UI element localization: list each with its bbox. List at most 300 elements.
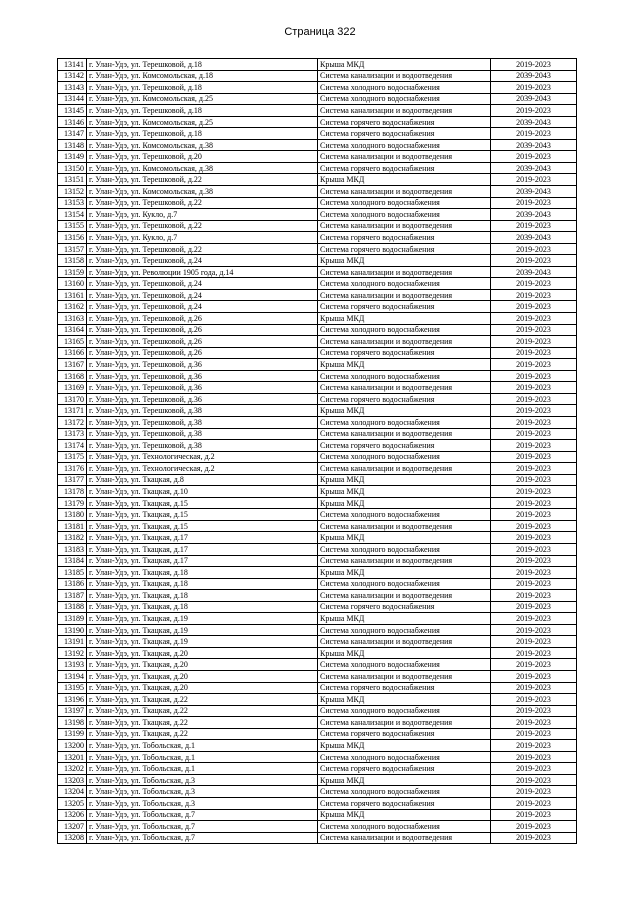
table-row (58, 463, 577, 475)
row-number-cell: 13186 (58, 578, 87, 590)
work-type-cell: Система горячего водоснабжения (318, 393, 491, 405)
work-type-cell: Система горячего водоснабжения (318, 440, 491, 452)
period-cell: 2019-2023 (491, 59, 577, 71)
table-row (58, 555, 577, 567)
table-row (58, 486, 577, 498)
table-row (58, 428, 577, 440)
work-type-cell: Система холодного водоснабжения (318, 821, 491, 833)
row-number-cell: 13141 (58, 59, 87, 71)
address-cell: г. Улан-Удэ, ул. Терешковой, д.22 (87, 174, 318, 186)
row-number-cell: 13154 (58, 209, 87, 221)
row-number-cell: 13193 (58, 659, 87, 671)
address-cell: г. Улан-Удэ, ул. Комсомольская, д.18 (87, 70, 318, 82)
row-number-cell: 13197 (58, 705, 87, 717)
row-number-cell: 13171 (58, 405, 87, 417)
period-cell: 2019-2023 (491, 336, 577, 348)
work-type-cell: Система канализации и водоотведения (318, 832, 491, 844)
address-cell: г. Улан-Удэ, ул. Ткацкая, д.18 (87, 590, 318, 602)
work-type-cell: Система холодного водоснабжения (318, 324, 491, 336)
table-row (58, 647, 577, 659)
row-number-cell: 13165 (58, 336, 87, 348)
work-type-cell: Крыша МКД (318, 174, 491, 186)
period-cell: 2019-2023 (491, 624, 577, 636)
address-cell: г. Улан-Удэ, ул. Ткацкая, д.18 (87, 578, 318, 590)
table-row (58, 139, 577, 151)
period-cell: 2019-2023 (491, 151, 577, 163)
address-cell: г. Улан-Удэ, ул. Терешковой, д.22 (87, 243, 318, 255)
row-number-cell: 13160 (58, 278, 87, 290)
work-type-cell: Система горячего водоснабжения (318, 116, 491, 128)
period-cell: 2019-2023 (491, 509, 577, 521)
period-cell: 2019-2023 (491, 520, 577, 532)
table-row (58, 174, 577, 186)
row-number-cell: 13162 (58, 301, 87, 313)
row-number-cell: 13201 (58, 751, 87, 763)
work-type-cell: Крыша МКД (318, 647, 491, 659)
row-number-cell: 13156 (58, 232, 87, 244)
table-row (58, 809, 577, 821)
address-cell: г. Улан-Удэ, ул. Технологическая, д.2 (87, 451, 318, 463)
period-cell: 2039-2043 (491, 186, 577, 198)
address-cell: г. Улан-Удэ, ул. Тобольская, д.1 (87, 740, 318, 752)
address-cell: г. Улан-Удэ, ул. Тобольская, д.1 (87, 763, 318, 775)
work-type-cell: Система холодного водоснабжения (318, 509, 491, 521)
period-cell: 2019-2023 (491, 128, 577, 140)
work-type-cell: Система холодного водоснабжения (318, 705, 491, 717)
row-number-cell: 13207 (58, 821, 87, 833)
row-number-cell: 13189 (58, 613, 87, 625)
work-type-cell: Система канализации и водоотведения (318, 105, 491, 117)
row-number-cell: 13174 (58, 440, 87, 452)
period-cell: 2039-2043 (491, 209, 577, 221)
address-cell: г. Улан-Удэ, ул. Терешковой, д.24 (87, 289, 318, 301)
work-type-cell: Система горячего водоснабжения (318, 301, 491, 313)
address-cell: г. Улан-Удэ, ул. Ткацкая, д.15 (87, 497, 318, 509)
table-row (58, 243, 577, 255)
address-cell: г. Улан-Удэ, ул. Ткацкая, д.19 (87, 613, 318, 625)
work-type-cell: Система канализации и водоотведения (318, 428, 491, 440)
work-type-cell: Система канализации и водоотведения (318, 70, 491, 82)
table-row (58, 220, 577, 232)
period-cell: 2039-2043 (491, 162, 577, 174)
table-row (58, 336, 577, 348)
table-row (58, 532, 577, 544)
address-cell: г. Улан-Удэ, ул. Ткацкая, д.19 (87, 624, 318, 636)
work-type-cell: Крыша МКД (318, 313, 491, 325)
row-number-cell: 13184 (58, 555, 87, 567)
table-row (58, 59, 577, 71)
row-number-cell: 13187 (58, 590, 87, 602)
work-type-cell: Система холодного водоснабжения (318, 82, 491, 94)
period-cell: 2019-2023 (491, 647, 577, 659)
period-cell: 2019-2023 (491, 474, 577, 486)
address-cell: г. Улан-Удэ, ул. Терешковой, д.36 (87, 382, 318, 394)
address-cell: г. Улан-Удэ, ул. Ткацкая, д.15 (87, 509, 318, 521)
address-cell: г. Улан-Удэ, ул. Комсомольская, д.38 (87, 186, 318, 198)
table-row (58, 405, 577, 417)
table-row (58, 798, 577, 810)
period-cell: 2019-2023 (491, 728, 577, 740)
period-cell: 2019-2023 (491, 670, 577, 682)
work-type-cell: Крыша МКД (318, 59, 491, 71)
row-number-cell: 13177 (58, 474, 87, 486)
address-cell: г. Улан-Удэ, ул. Ткацкая, д.17 (87, 555, 318, 567)
row-number-cell: 13158 (58, 255, 87, 267)
work-type-cell: Система холодного водоснабжения (318, 659, 491, 671)
table-row (58, 162, 577, 174)
address-cell: г. Улан-Удэ, ул. Ткацкая, д.22 (87, 694, 318, 706)
work-type-cell: Крыша МКД (318, 255, 491, 267)
work-type-cell: Система горячего водоснабжения (318, 128, 491, 140)
address-cell: г. Улан-Удэ, ул. Терешковой, д.22 (87, 220, 318, 232)
work-type-cell: Система холодного водоснабжения (318, 197, 491, 209)
address-cell: г. Улан-Удэ, ул. Тобольская, д.7 (87, 821, 318, 833)
work-type-cell: Система холодного водоснабжения (318, 278, 491, 290)
period-cell: 2019-2023 (491, 105, 577, 117)
table-row (58, 359, 577, 371)
row-number-cell: 13199 (58, 728, 87, 740)
work-type-cell: Система канализации и водоотведения (318, 520, 491, 532)
period-cell: 2039-2043 (491, 232, 577, 244)
period-cell: 2019-2023 (491, 809, 577, 821)
table-row (58, 670, 577, 682)
work-type-cell: Система канализации и водоотведения (318, 590, 491, 602)
row-number-cell: 13183 (58, 543, 87, 555)
address-cell: г. Улан-Удэ, ул. Тобольская, д.3 (87, 774, 318, 786)
table-row (58, 255, 577, 267)
row-number-cell: 13168 (58, 370, 87, 382)
table-row (58, 786, 577, 798)
address-cell: г. Улан-Удэ, ул. Терешковой, д.18 (87, 128, 318, 140)
work-type-cell: Система холодного водоснабжения (318, 209, 491, 221)
period-cell: 2019-2023 (491, 555, 577, 567)
address-cell: г. Улан-Удэ, ул. Комсомольская, д.38 (87, 139, 318, 151)
work-type-cell: Система холодного водоснабжения (318, 416, 491, 428)
address-cell: г. Улан-Удэ, ул. Тобольская, д.7 (87, 809, 318, 821)
period-cell: 2019-2023 (491, 798, 577, 810)
address-cell: г. Улан-Удэ, ул. Ткацкая, д.10 (87, 486, 318, 498)
work-type-cell: Система холодного водоснабжения (318, 370, 491, 382)
table-row (58, 151, 577, 163)
work-type-cell: Крыша МКД (318, 613, 491, 625)
address-cell: г. Улан-Удэ, ул. Терешковой, д.38 (87, 440, 318, 452)
row-number-cell: 13164 (58, 324, 87, 336)
table-row (58, 451, 577, 463)
table-row (58, 197, 577, 209)
period-cell: 2019-2023 (491, 359, 577, 371)
address-cell: г. Улан-Удэ, ул. Терешковой, д.38 (87, 428, 318, 440)
address-cell: г. Улан-Удэ, ул. Ткацкая, д.20 (87, 659, 318, 671)
address-cell: г. Улан-Удэ, ул. Ткацкая, д.17 (87, 543, 318, 555)
period-cell: 2019-2023 (491, 243, 577, 255)
table-row (58, 497, 577, 509)
row-number-cell: 13205 (58, 798, 87, 810)
address-cell: г. Улан-Удэ, ул. Терешковой, д.18 (87, 82, 318, 94)
row-number-cell: 13190 (58, 624, 87, 636)
period-cell: 2039-2043 (491, 93, 577, 105)
table-row (58, 740, 577, 752)
period-cell: 2019-2023 (491, 382, 577, 394)
table-row (58, 509, 577, 521)
table-row (58, 751, 577, 763)
row-number-cell: 13159 (58, 266, 87, 278)
work-type-cell: Система горячего водоснабжения (318, 728, 491, 740)
table-row (58, 705, 577, 717)
row-number-cell: 13175 (58, 451, 87, 463)
address-cell: г. Улан-Удэ, ул. Терешковой, д.18 (87, 105, 318, 117)
address-cell: г. Улан-Удэ, ул. Терешковой, д.36 (87, 393, 318, 405)
table-row (58, 232, 577, 244)
period-cell: 2019-2023 (491, 705, 577, 717)
table-row (58, 728, 577, 740)
period-cell: 2019-2023 (491, 590, 577, 602)
row-number-cell: 13161 (58, 289, 87, 301)
work-type-cell: Система холодного водоснабжения (318, 786, 491, 798)
work-type-cell: Система горячего водоснабжения (318, 682, 491, 694)
period-cell: 2019-2023 (491, 347, 577, 359)
row-number-cell: 13188 (58, 601, 87, 613)
table-row (58, 313, 577, 325)
period-cell: 2019-2023 (491, 393, 577, 405)
row-number-cell: 13185 (58, 567, 87, 579)
period-cell: 2019-2023 (491, 567, 577, 579)
table-row (58, 821, 577, 833)
work-type-cell: Крыша МКД (318, 740, 491, 752)
work-type-cell: Система канализации и водоотведения (318, 382, 491, 394)
work-type-cell: Система канализации и водоотведения (318, 266, 491, 278)
period-cell: 2019-2023 (491, 717, 577, 729)
work-type-cell: Система горячего водоснабжения (318, 798, 491, 810)
period-cell: 2039-2043 (491, 266, 577, 278)
row-number-cell: 13146 (58, 116, 87, 128)
work-type-cell: Система канализации и водоотведения (318, 463, 491, 475)
table-row (58, 763, 577, 775)
work-type-cell: Система канализации и водоотведения (318, 717, 491, 729)
table-row (58, 832, 577, 844)
row-number-cell: 13167 (58, 359, 87, 371)
page-title: Страница 322 (284, 26, 356, 38)
period-cell: 2019-2023 (491, 440, 577, 452)
period-cell: 2019-2023 (491, 751, 577, 763)
address-cell: г. Улан-Удэ, ул. Терешковой, д.26 (87, 324, 318, 336)
address-cell: г. Улан-Удэ, ул. Комсомольская, д.25 (87, 93, 318, 105)
table-row (58, 613, 577, 625)
row-number-cell: 13182 (58, 532, 87, 544)
period-cell: 2019-2023 (491, 405, 577, 417)
period-cell: 2019-2023 (491, 220, 577, 232)
work-type-cell: Система горячего водоснабжения (318, 162, 491, 174)
row-number-cell: 13200 (58, 740, 87, 752)
row-number-cell: 13202 (58, 763, 87, 775)
period-cell: 2019-2023 (491, 278, 577, 290)
row-number-cell: 13169 (58, 382, 87, 394)
table-row (58, 70, 577, 82)
row-number-cell: 13142 (58, 70, 87, 82)
table-row (58, 301, 577, 313)
work-type-cell: Система холодного водоснабжения (318, 139, 491, 151)
work-type-cell: Система горячего водоснабжения (318, 232, 491, 244)
period-cell: 2019-2023 (491, 682, 577, 694)
row-number-cell: 13172 (58, 416, 87, 428)
period-cell: 2039-2043 (491, 139, 577, 151)
address-cell: г. Улан-Удэ, ул. Ткацкая, д.20 (87, 647, 318, 659)
work-type-cell: Крыша МКД (318, 486, 491, 498)
work-type-cell: Система канализации и водоотведения (318, 336, 491, 348)
row-number-cell: 13194 (58, 670, 87, 682)
work-type-cell: Система холодного водоснабжения (318, 451, 491, 463)
work-type-cell: Крыша МКД (318, 532, 491, 544)
address-cell: г. Улан-Удэ, ул. Терешковой, д.26 (87, 347, 318, 359)
period-cell: 2019-2023 (491, 428, 577, 440)
address-cell: г. Улан-Удэ, ул. Ткацкая, д.17 (87, 532, 318, 544)
table-row (58, 289, 577, 301)
table-row (58, 278, 577, 290)
table-row (58, 682, 577, 694)
table-row (58, 370, 577, 382)
table-row (58, 717, 577, 729)
table-row (58, 416, 577, 428)
address-cell: г. Улан-Удэ, ул. Терешковой, д.38 (87, 405, 318, 417)
work-type-cell: Крыша МКД (318, 567, 491, 579)
work-type-cell: Система холодного водоснабжения (318, 543, 491, 555)
work-type-cell: Крыша МКД (318, 359, 491, 371)
table-row (58, 694, 577, 706)
table-row (58, 393, 577, 405)
table-row (58, 567, 577, 579)
table-row (58, 209, 577, 221)
work-type-cell: Система канализации и водоотведения (318, 636, 491, 648)
period-cell: 2019-2023 (491, 255, 577, 267)
period-cell: 2019-2023 (491, 821, 577, 833)
period-cell: 2019-2023 (491, 197, 577, 209)
table-row (58, 590, 577, 602)
row-number-cell: 13179 (58, 497, 87, 509)
address-cell: г. Улан-Удэ, ул. Тобольская, д.7 (87, 832, 318, 844)
period-cell: 2019-2023 (491, 832, 577, 844)
row-number-cell: 13144 (58, 93, 87, 105)
table-row (58, 186, 577, 198)
row-number-cell: 13178 (58, 486, 87, 498)
address-cell: г. Улан-Удэ, ул. Технологическая, д.2 (87, 463, 318, 475)
address-cell: г. Улан-Удэ, ул. Терешковой, д.36 (87, 359, 318, 371)
address-cell: г. Улан-Удэ, ул. Ткацкая, д.20 (87, 670, 318, 682)
work-type-cell: Система канализации и водоотведения (318, 151, 491, 163)
row-number-cell: 13166 (58, 347, 87, 359)
work-type-cell: Система горячего водоснабжения (318, 347, 491, 359)
address-cell: г. Улан-Удэ, ул. Тобольская, д.3 (87, 786, 318, 798)
period-cell: 2019-2023 (491, 578, 577, 590)
period-cell: 2019-2023 (491, 174, 577, 186)
address-cell: г. Улан-Удэ, ул. Ткацкая, д.19 (87, 636, 318, 648)
address-cell: г. Улан-Удэ, ул. Кукло, д.7 (87, 209, 318, 221)
period-cell: 2019-2023 (491, 301, 577, 313)
table-row (58, 474, 577, 486)
address-cell: г. Улан-Удэ, ул. Терешковой, д.38 (87, 416, 318, 428)
row-number-cell: 13196 (58, 694, 87, 706)
table-row (58, 659, 577, 671)
work-type-cell: Крыша МКД (318, 474, 491, 486)
row-number-cell: 13157 (58, 243, 87, 255)
row-number-cell: 13153 (58, 197, 87, 209)
address-cell: г. Улан-Удэ, ул. Тобольская, д.1 (87, 751, 318, 763)
work-type-cell: Система холодного водоснабжения (318, 578, 491, 590)
period-cell: 2019-2023 (491, 694, 577, 706)
address-cell: г. Улан-Удэ, ул. Комсомольская, д.25 (87, 116, 318, 128)
period-cell: 2019-2023 (491, 416, 577, 428)
row-number-cell: 13155 (58, 220, 87, 232)
work-type-cell: Система канализации и водоотведения (318, 289, 491, 301)
address-cell: г. Улан-Удэ, ул. Ткацкая, д.8 (87, 474, 318, 486)
row-number-cell: 13147 (58, 128, 87, 140)
address-cell: г. Улан-Удэ, ул. Тобольская, д.3 (87, 798, 318, 810)
row-number-cell: 13149 (58, 151, 87, 163)
address-cell: г. Улан-Удэ, ул. Ткацкая, д.18 (87, 567, 318, 579)
address-cell: г. Улан-Удэ, ул. Революции 1905 года, д.14 (87, 266, 318, 278)
period-cell: 2019-2023 (491, 370, 577, 382)
period-cell: 2039-2043 (491, 116, 577, 128)
row-number-cell: 13198 (58, 717, 87, 729)
address-cell: г. Улан-Удэ, ул. Ткацкая, д.22 (87, 705, 318, 717)
table-row (58, 347, 577, 359)
work-type-cell: Система канализации и водоотведения (318, 186, 491, 198)
period-cell: 2019-2023 (491, 324, 577, 336)
table-row (58, 774, 577, 786)
address-cell: г. Улан-Удэ, ул. Терешковой, д.24 (87, 278, 318, 290)
table-row (58, 324, 577, 336)
row-number-cell: 13143 (58, 82, 87, 94)
table-body (58, 59, 577, 844)
table-row (58, 128, 577, 140)
row-number-cell: 13195 (58, 682, 87, 694)
period-cell: 2019-2023 (491, 601, 577, 613)
address-cell: г. Улан-Удэ, ул. Ткацкая, д.15 (87, 520, 318, 532)
address-cell: г. Улан-Удэ, ул. Терешковой, д.20 (87, 151, 318, 163)
row-number-cell: 13192 (58, 647, 87, 659)
period-cell: 2019-2023 (491, 497, 577, 509)
address-cell: г. Улан-Удэ, ул. Терешковой, д.26 (87, 336, 318, 348)
work-type-cell: Система горячего водоснабжения (318, 763, 491, 775)
work-type-cell: Система холодного водоснабжения (318, 624, 491, 636)
period-cell: 2019-2023 (491, 786, 577, 798)
row-number-cell: 13181 (58, 520, 87, 532)
table-row (58, 543, 577, 555)
address-cell: г. Улан-Удэ, ул. Терешковой, д.24 (87, 255, 318, 267)
work-type-cell: Крыша МКД (318, 405, 491, 417)
repair-schedule-table (57, 58, 577, 844)
address-cell: г. Улан-Удэ, ул. Терешковой, д.24 (87, 301, 318, 313)
row-number-cell: 13206 (58, 809, 87, 821)
period-cell: 2019-2023 (491, 532, 577, 544)
row-number-cell: 13163 (58, 313, 87, 325)
table-row (58, 520, 577, 532)
work-type-cell: Система канализации и водоотведения (318, 670, 491, 682)
row-number-cell: 13203 (58, 774, 87, 786)
row-number-cell: 13191 (58, 636, 87, 648)
address-cell: г. Улан-Удэ, ул. Ткацкая, д.22 (87, 728, 318, 740)
address-cell: г. Улан-Удэ, ул. Терешковой, д.18 (87, 59, 318, 71)
period-cell: 2019-2023 (491, 289, 577, 301)
table-row (58, 624, 577, 636)
table-row (58, 601, 577, 613)
table-row (58, 636, 577, 648)
period-cell: 2019-2023 (491, 82, 577, 94)
work-type-cell: Система горячего водоснабжения (318, 601, 491, 613)
work-type-cell: Система холодного водоснабжения (318, 751, 491, 763)
period-cell: 2019-2023 (491, 763, 577, 775)
row-number-cell: 13170 (58, 393, 87, 405)
work-type-cell: Крыша МКД (318, 774, 491, 786)
table-row (58, 440, 577, 452)
